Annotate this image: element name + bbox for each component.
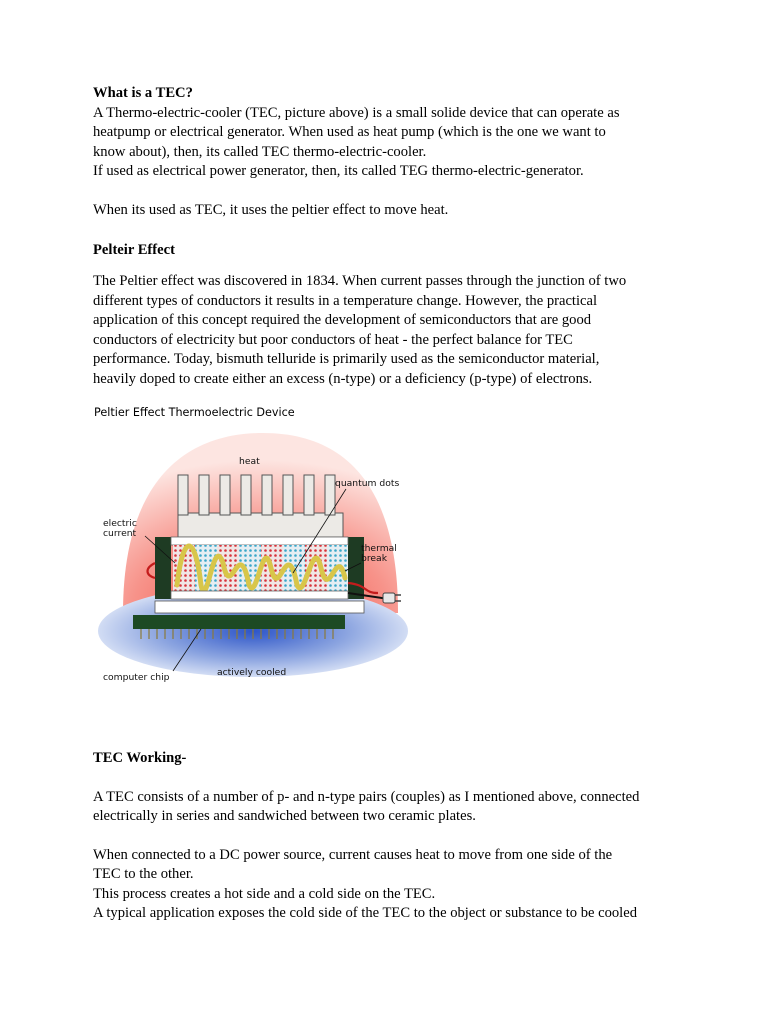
label-break: break	[361, 553, 388, 564]
text-line: If used as electrical power generator, then, its called TEG thermo-electric-generator.	[93, 163, 584, 179]
label-heat: heat	[239, 456, 260, 467]
text-line: A Thermo-electric-cooler (TEC, picture above) is a small solide device that can operate as	[93, 104, 620, 121]
heading-peltier-effect: Pelteir Effect	[93, 241, 175, 258]
text-line: heatpump or electrical generator. When used as heat pump (which is the one we want to	[93, 124, 606, 140]
thermal-break-left	[155, 537, 171, 599]
text-line: The Peltier effect was discovered in 1834. When current passes through the junction of two	[93, 273, 627, 289]
heading-tec-working: TEC Working-	[93, 750, 187, 766]
text-line: A typical application exposes the cold side of the TEC to the object or substance to be cooled	[93, 905, 638, 921]
text-line: This process creates a hot side and a cold side on the TEC.	[93, 885, 436, 902]
text-line: electrically in series and sandwiched between two ceramic plates.	[93, 808, 476, 824]
document-page	[93, 84, 683, 924]
peltier-diagram	[93, 403, 423, 703]
text-line: different types of conductors it results in a temperature change. However, the practical	[93, 292, 598, 309]
label-current: current	[103, 528, 137, 539]
text-line: When connected to a DC power source, current causes heat to move from one side of the	[93, 846, 613, 863]
text-line: A TEC consists of a number of p- and n-type pairs (couples) as I mentioned above, connected	[93, 788, 640, 805]
text-line: heavily doped to create either an excess (n-type) or a deficiency (p-type) of electrons.	[93, 370, 593, 387]
label-computer-chip: computer chip	[103, 672, 170, 683]
text-line: TEC to the other.	[93, 866, 194, 882]
cold-plate	[155, 601, 364, 613]
figure-title: Peltier Effect Thermoelectric Device	[94, 406, 295, 419]
label-thermal: thermal	[361, 543, 397, 554]
label-actively-cooled: actively cooled	[217, 667, 287, 678]
text-line: performance. Today, bismuth telluride is primarily used as the semiconductor material,	[93, 351, 600, 367]
computer-chip	[133, 615, 345, 629]
label-quantum-dots: quantum dots	[335, 478, 400, 489]
text-line: conductors of electricity but poor conductors of heat - the perfect balance for TEC	[93, 331, 573, 348]
label-electric: electric	[103, 518, 137, 529]
text-line: know about), then, its called TEC thermo-electric-cooler.	[93, 143, 427, 160]
plug-icon	[383, 593, 401, 603]
heading-what-is-tec: What is a TEC?	[93, 85, 193, 101]
text-line: When its used as TEC, it uses the peltier effect to move heat.	[93, 202, 449, 218]
text-line: application of this concept required the development of semiconductors that are good	[93, 312, 592, 328]
